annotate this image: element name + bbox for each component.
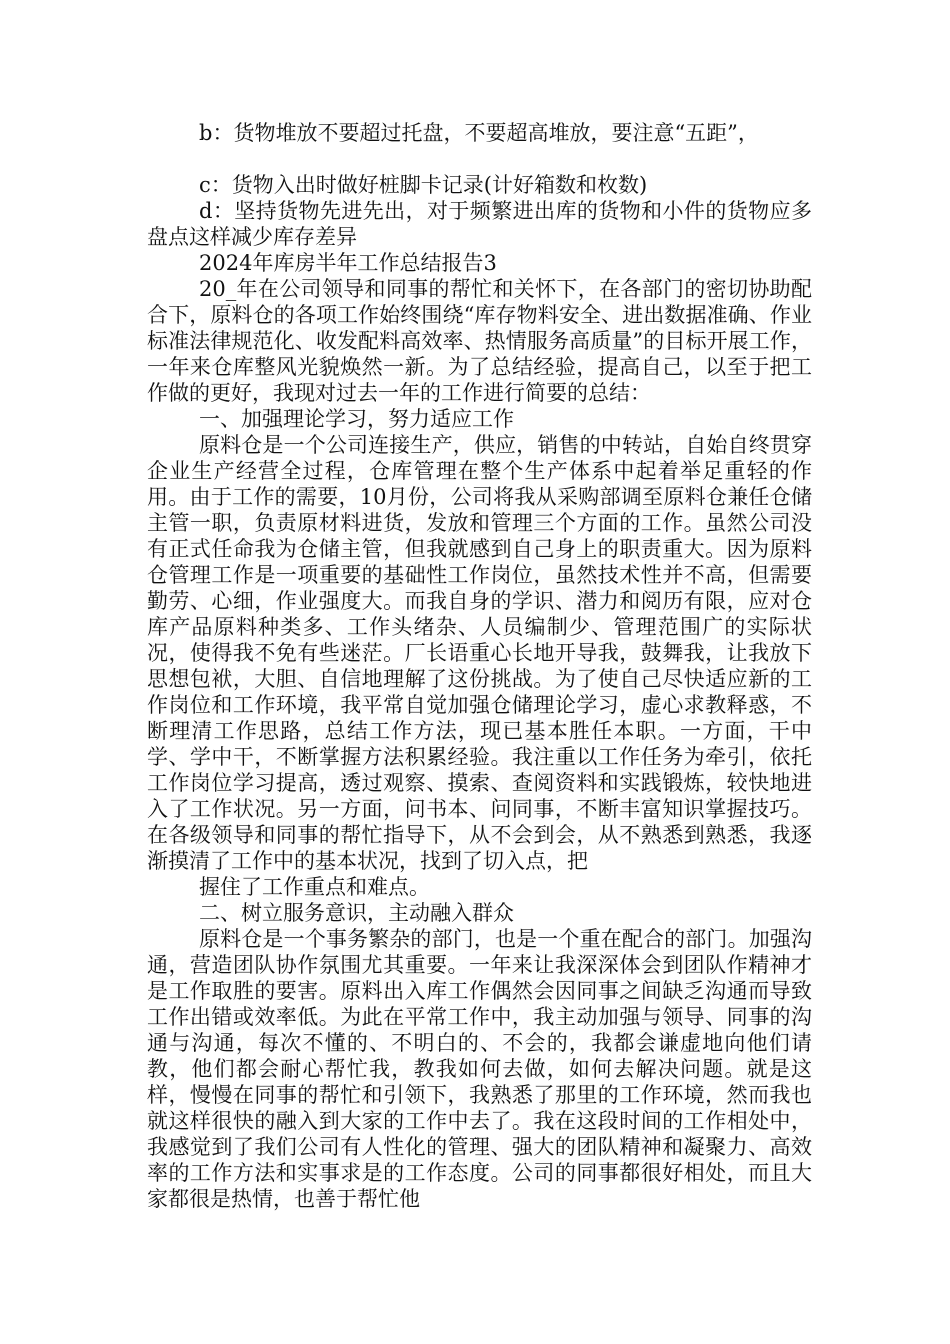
section-body-1: 原料仓是一个公司连接生产，供应，销售的中转站，自始自终贯穿企业生产经营全过程，仓库管理在整个生产体系中起着举足重轻的作用。由于工作的需要，10月份，公司将我从采购部调至原料仓兼任仓储主管一职，负责原材料进货，发放和管理三个方面的工作。虽然公司没有正式任命我为仓储主管，但我就感到自己身上的职责重大。因为原料仓管理工作是一项重要的基础性工作岗位，虽然技术性并不高，但需要勤劳、心细，作业强度大。而我自身的学识、潜力和阅历有限，应对仓库产品原料种类多、工作头绪杂、人员编制少、管理范围广的实际状况，使得我不免有些迷茫。厂长语重心长地开导我，鼓舞我，让我放下思想包袱，大胆、自信地理解了这份挑战。为了使自己尽快适应新的工作岗位和工作环境，我平常自觉加强仓储理论学习，虚心求教释惑，不断理清工作思路，总结工作方法，现已基本胜任本职。一方面，干中学、学中干，不断掌握方法积累经验。我注重以工作任务为牵引，依托工作岗位学习提高，透过观察、摸索、查阅资料和实践锻炼，较快地进入了工作状况。另一方面，问书本、问同事，不断丰富知识掌握技巧。在各级领导和同事的帮忙指导下，从不会到会，从不熟悉到熟悉，我逐渐摸清了工作中的基本状况，找到了切入点，把 xyxy=(147,433,812,873)
section-body-2: 原料仓是一个事务繁杂的部门，也是一个重在配合的部门。加强沟通，营造团队协作氛围尤其重要。一年来让我深深体会到团队作精神才是工作取胜的要害。原料出入库工作偶然会因同事之间缺乏沟通而导致工作出错或效率低。为此在平常工作中，我主动加强与领导、同事的沟通与沟通，每次不懂的、不明白的、不会的，我都会谦虚地向他们请教，他们都会耐心帮忙我，教我如何去做，如何去解决问题。就是这样，慢慢在同事的帮忙和引领下，我熟悉了那里的工作环境，然而我也就这样很快的融入到大家的工作中去了。我在这段时间的工作相处中，我感觉到了我们公司有人性化的管理、强大的团队精神和凝聚力、高效率的工作方法和实事求是的工作态度。公司的同事都很好相处，而且大家都很是热情，也善于帮忙他 xyxy=(147,927,812,1211)
section-body-1-continued: 握住了工作重点和难点。 xyxy=(199,875,430,899)
list-item-c: c：货物入出时做好桩脚卡记录(计好箱数和枚数) xyxy=(199,173,648,197)
report-title: 2024年库房半年工作总结报告3 xyxy=(199,251,497,275)
list-item-b: b：货物堆放不要超过托盘，不要超高堆放，要注意“五距”， xyxy=(199,121,759,145)
section-heading-1: 一、加强理论学习，努力适应工作 xyxy=(199,407,514,431)
document-body xyxy=(147,120,812,1212)
list-item-d: d：坚持货物先进先出，对于频繁进出库的货物和小件的货物应多盘点这样减少库存差异 xyxy=(147,199,812,249)
intro-paragraph: 20_年在公司领导和同事的帮忙和关怀下，在各部门的密切协助配合下，原料仓的各项工作始终围绕“库存物料安全、进出数据准确、作业标准法律规范化、收发配料高效率、热情服务高质量”的目标开展工作，一年来仓库整风光貌焕然一新。为了总结经验，提高自己，以至于把工作做的更好，我现对过去一年的工作进行简要的总结： xyxy=(147,277,812,405)
section-heading-2: 二、树立服务意识，主动融入群众 xyxy=(199,901,514,925)
